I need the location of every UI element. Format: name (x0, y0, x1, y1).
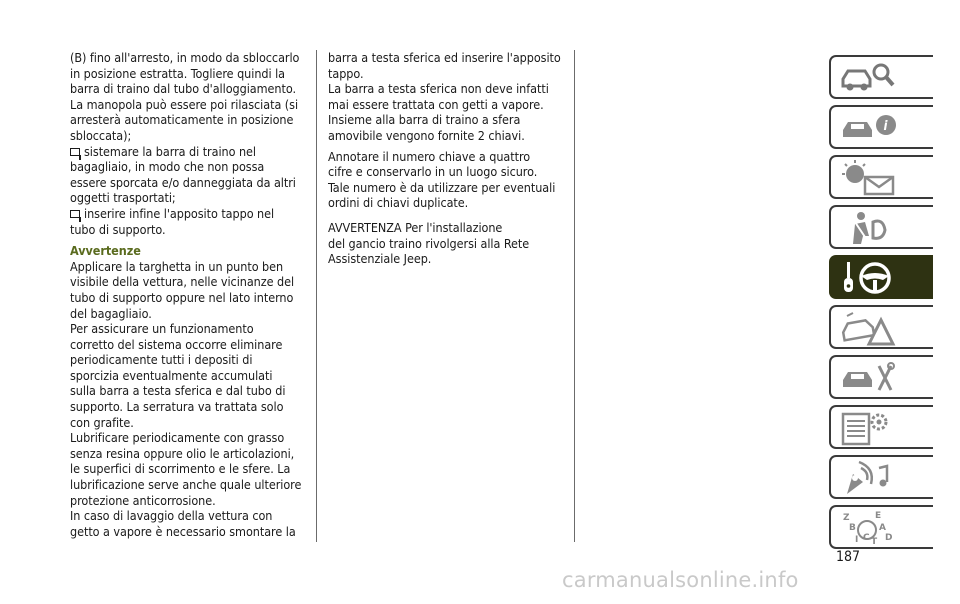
text-line: arresterà automaticamente in posizione (70, 112, 294, 128)
text-line: del gancio traino rivolgersi alla Rete (328, 235, 530, 251)
text-line: corretto del sistema occorre eliminare (70, 336, 283, 352)
page-number: 187 (836, 549, 861, 565)
text-line: La manopola può essere poi rilasciata (si (70, 96, 299, 112)
warning-light-message-icon (839, 160, 899, 196)
text-line: barra di traino dal tubo d'alloggiamento. (70, 81, 296, 97)
tab-index[interactable] (829, 505, 933, 549)
text-line: del bagagliaio. (70, 305, 152, 321)
text-line: tappo. (328, 65, 364, 81)
bullet-marker-icon (70, 148, 80, 156)
tab-safety[interactable] (829, 205, 933, 249)
index-letter: D (885, 533, 893, 543)
bullet-marker-icon (70, 210, 80, 218)
text-line: Tale numero è da utilizzare per eventuali (328, 179, 556, 195)
svg-text:i: i (883, 119, 888, 134)
text-line: In caso di lavaggio della vettura con (70, 508, 273, 524)
text-line: Per assicurare un funzionamento (70, 321, 254, 337)
text-line: inserire infine l'apposito tappo nel (84, 205, 275, 221)
text-line: AVVERTENZA Per l'installazione (328, 219, 503, 235)
car-info-icon (839, 110, 899, 146)
text-line: sporcizia eventualmente accumulati (70, 367, 273, 383)
watermark: carmanualsonline.info (562, 568, 799, 592)
multimedia-icon (839, 460, 899, 496)
text-line: senza resina oppure olio le articolazioni, (70, 445, 295, 461)
text-line: (B) fino all'arresto, in modo da sbloccarlo (70, 50, 300, 65)
text-line: sulla barra a testa sferica e dal tubo di (70, 383, 286, 399)
tab-servicing[interactable] (829, 355, 933, 399)
section-heading: Avvertenze (70, 243, 141, 259)
tab-starting-driving[interactable] (829, 255, 933, 299)
index-letter: I (855, 535, 859, 545)
text-line: amovibile vengono fornite 2 chiavi. (328, 127, 525, 143)
left-column (70, 50, 312, 539)
text-line: getto a vapore è necessario smontare la (70, 523, 296, 539)
tab-getting-to-know[interactable] (829, 55, 933, 99)
text-line: mai essere trattata con getti a vapore. (328, 96, 544, 112)
bullet-item (70, 144, 312, 160)
index-letter: T (871, 537, 878, 546)
text-line: sistemare la barra di traino nel (84, 143, 256, 159)
text-line: supporto. La serratura va trattata solo (70, 399, 284, 415)
specifications-gear-icon (839, 410, 899, 446)
text-line: visibile della vettura, nelle vicinanze del (70, 274, 295, 290)
text-line: tubo di supporto. (70, 221, 166, 237)
bullet-item (70, 206, 312, 222)
text-line: Applicare la targhetta in un punto ben (70, 258, 284, 274)
text-line: tubo di supporto oppure nel lato interno (70, 289, 294, 305)
tab-dashboard-lights[interactable] (829, 155, 933, 199)
index-letter: A (879, 523, 886, 533)
index-letter: Z (843, 513, 850, 523)
tab-technical-specs[interactable] (829, 405, 933, 449)
key-steering-wheel-icon (839, 260, 899, 296)
text-line: La barra a testa sferica non deve infatti (328, 81, 549, 97)
car-service-icon (839, 360, 899, 396)
text-line: barra a testa sferica ed inserire l'apposito (328, 50, 561, 65)
car-search-icon (839, 60, 899, 96)
text-line: sbloccata); (70, 127, 132, 143)
text-line: Lubrificare periodicamente con grasso (70, 430, 285, 446)
text-line: oggetti trasportati; (70, 190, 176, 206)
text-line: protezione anticorrosione. (70, 492, 216, 508)
tab-emergency[interactable] (829, 305, 933, 349)
tab-vehicle-info[interactable] (829, 105, 933, 149)
text-line: Insieme alla barra di traino a sfera (328, 112, 521, 128)
text-line: con grafite. (70, 414, 134, 430)
text-line: periodicamente tutti i depositi di (70, 352, 253, 368)
text-line: Assistenziale Jeep. (328, 251, 432, 267)
text-line: in posizione estratta. Togliere quindi la (70, 65, 285, 81)
index-letter: B (849, 523, 856, 533)
text-line: Annotare il numero chiave a quattro (328, 148, 531, 164)
text-line: essere sporcata e/o danneggiata da altri (70, 174, 296, 190)
seatbelt-airbag-icon (839, 210, 899, 246)
index-alphabet-icon (839, 510, 899, 546)
text-line: cifre e conservarlo in un luogo sicuro. (328, 164, 538, 180)
text-line: bagagliaio, in modo che non possa (70, 159, 265, 175)
column-divider (316, 50, 317, 542)
tab-multimedia[interactable] (829, 455, 933, 499)
emergency-triangle-icon (839, 310, 899, 346)
text-line: lubrificazione serve anche quale ulteriore (70, 477, 302, 493)
text-line: le superfici di scorrimento e le sfere. La (70, 461, 291, 477)
right-column (328, 50, 570, 267)
index-letter: C (863, 533, 870, 543)
index-letter: E (875, 511, 882, 521)
column-divider (574, 50, 575, 542)
text-line: ordini di chiavi duplicate. (328, 195, 469, 211)
